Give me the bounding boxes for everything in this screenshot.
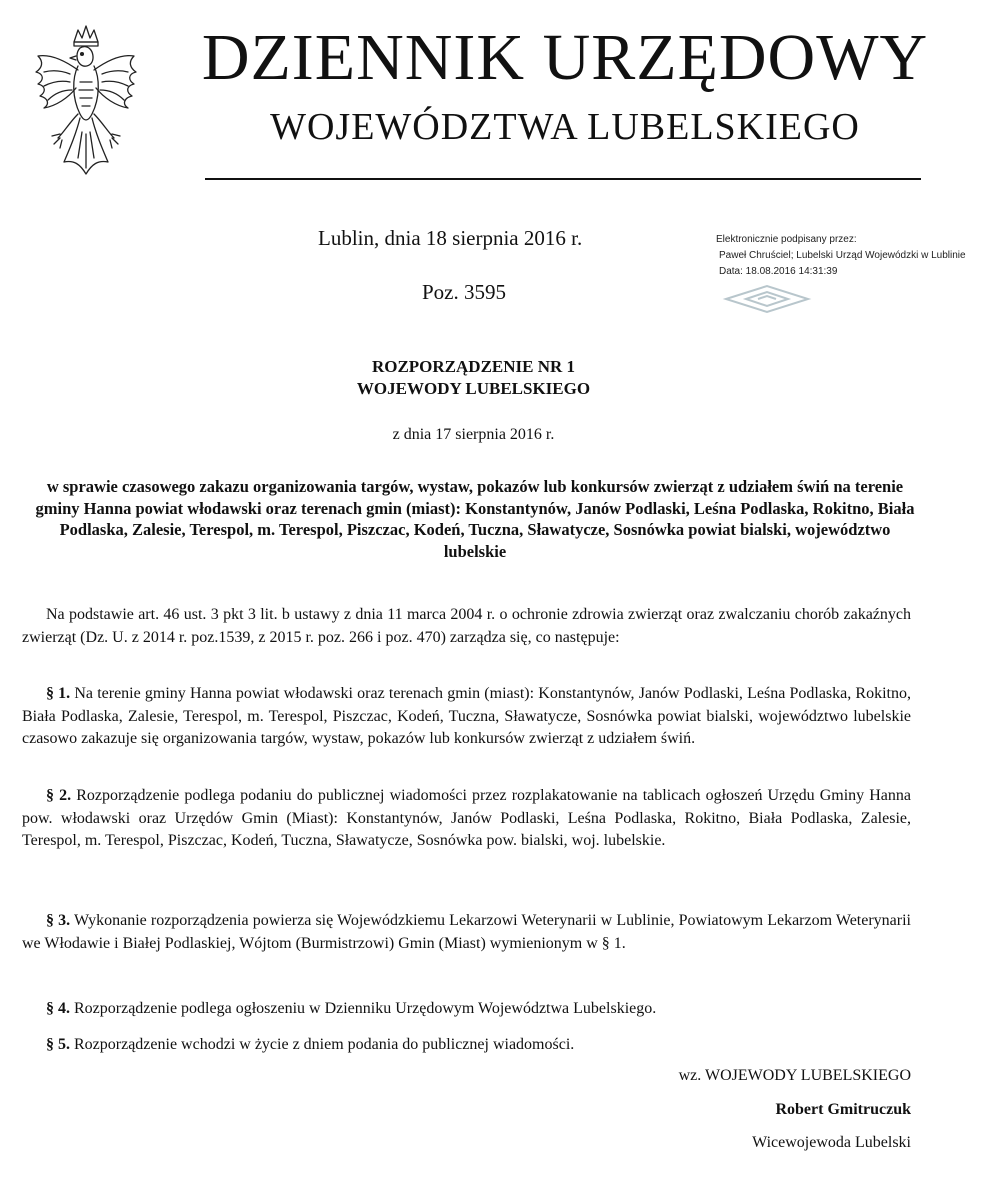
esign-signer: Paweł Chruściel; Lubelski Urząd Wojewódzki w Lublinie [719, 250, 966, 261]
esign-label: Elektronicznie podpisany przez: [716, 234, 857, 245]
section-4-mark: § 4. [46, 1000, 70, 1017]
regulation-subject: w sprawie czasowego zakazu organizowania targów, wystaw, pokazów lub konkursów zwierząt z udziałem świń na terenie gminy Hanna powiat włodawski oraz terenach gmin (miast): Konstantynów, Janów Podlaski, Leśna Podlaska, Rokitno, Biała Podlaska, Zalesie, Terespol, m. Terespol, Piszczac, Kodeń, Tuczna, Sławatycze, Sosnówka powiat bialski, województwo lubelskie [35, 477, 915, 561]
section-5 [22, 1034, 911, 1057]
section-1 [22, 683, 911, 751]
section-3-text: Wykonanie rozporządzenia powierza się Wojewódzkiemu Lekarzowi Weterynarii w Lublinie, Powiatowym Lekarzom Weterynarii we Włodawie i Białej Podlaskiej, Wójtom (Burmistrzowi) Gmin (Miast) wymienionym w § 1. [22, 912, 912, 952]
regulation-number: ROZPORZĄDZENIE NR 1 [371, 357, 576, 376]
signature-authority: wz. WOJEWODY LUBELSKIEGO [678, 1067, 911, 1084]
journal-title: DZIENNIK URZĘDOWY [201, 21, 929, 94]
section-3 [22, 910, 911, 955]
section-5-mark: § 5. [46, 1036, 70, 1053]
publication-date: Lublin, dnia 18 sierpnia 2016 r. [318, 226, 583, 250]
signatory-name: Robert Gmitruczuk [775, 1101, 911, 1118]
section-1-text: Na terenie gminy Hanna powiat włodawski oraz terenach gmin (miast): Konstantynów, Janów Podlaski, Leśna Podlaska, Rokitno, Biała Podlaska, Zalesie, Terespol, m. Terespol, Piszczac, Kodeń, Tuczna, Sławatycze, Sosnówka powiat bialski, województwo lubelskie czasowo zakazuje się organizowania targów, wystaw, pokazów lub konkursów zwierząt z udziałem świń. [22, 685, 911, 747]
section-4-text: Rozporządzenie podlega ogłoszeniu w Dzienniku Urzędowym Województwa Lubelskiego. [70, 1000, 657, 1017]
regulation-heading [20, 356, 927, 400]
section-3-mark: § 3. [46, 912, 71, 929]
section-2 [22, 785, 911, 853]
section-2-mark: § 2. [46, 787, 72, 804]
signature-stamp-logo-icon [722, 284, 812, 314]
eagle-emblem-icon [30, 22, 142, 182]
section-1-mark: § 1. [46, 685, 71, 702]
electronic-signature-stamp [716, 232, 986, 280]
regulation-date: z dnia 17 sierpnia 2016 r. [392, 426, 555, 443]
journal-subtitle: WOJEWÓDZTWA LUBELSKIEGO [270, 106, 860, 148]
regulation-authority: WOJEWODY LUBELSKIEGO [356, 379, 591, 398]
section-5-text: Rozporządzenie wchodzi w życie z dniem podania do publicznej wiadomości. [70, 1036, 575, 1053]
section-2-text: Rozporządzenie podlega podaniu do publicznej wiadomości przez rozplakatowanie na tablicach ogłoszeń Urzędu Gminy Hanna pow. włodawski oraz Urzędów Gmin (Miast): Konstantynów, Janów Podlaski, Leśna Podlaska, Rokitno, Biała Podlaska, Zalesie, Terespol, m. Terespol, Piszczac, Kodeń, Tuczna, Sławatycze, Sosnówka pow. bialski, woj. lubelskie. [22, 787, 912, 849]
esign-date: Data: 18.08.2016 14:31:39 [719, 266, 838, 277]
signatory-role: Wicewojewoda Lubelski [752, 1134, 911, 1151]
section-4 [22, 998, 911, 1021]
header-divider [205, 178, 921, 180]
legal-basis-paragraph: Na podstawie art. 46 ust. 3 pkt 3 lit. b ustawy z dnia 11 marca 2004 r. o ochronie zdrowia zwierząt oraz zwalczaniu chorób zakaźnych zwierząt (Dz. U. z 2014 r. poz.1539, z 2015 r. poz. 266 i poz. 470) zarządza się, co następuje: [22, 606, 911, 646]
position-number: Poz. 3595 [422, 280, 506, 304]
